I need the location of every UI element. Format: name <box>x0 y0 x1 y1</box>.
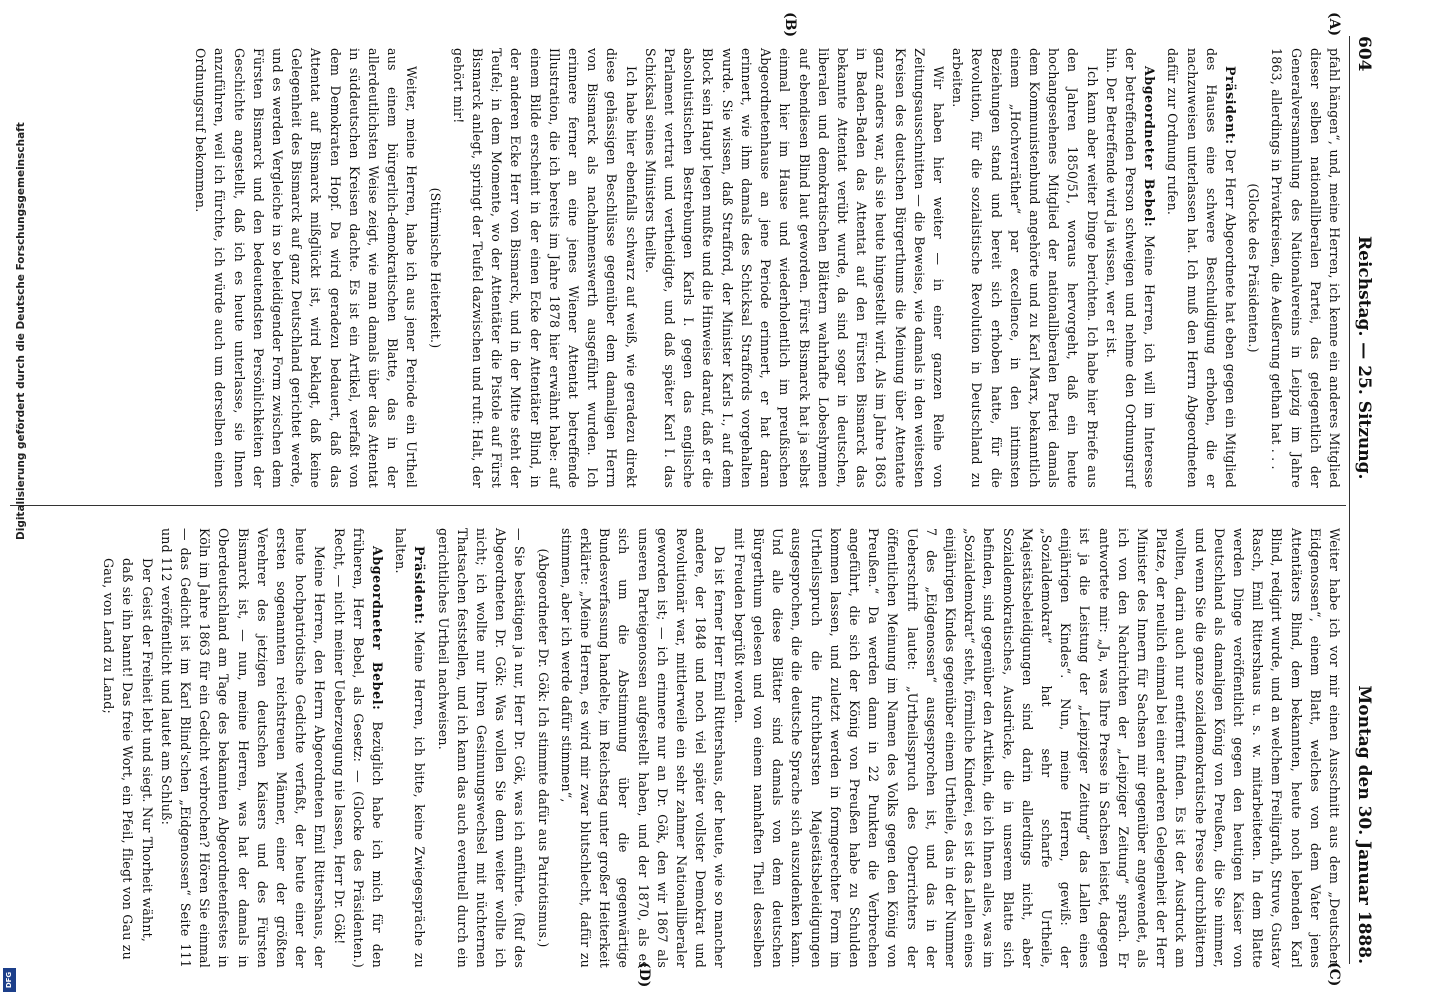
paragraph-text: Meine Herren, ich will im Interesse der betreffenden Person schweigen und nehme den Ordnungsruf hin. Der Betreffende wird ja wissen, wer er ist. <box>1103 48 1158 488</box>
speaker-name: Abgeordneter Bebel: <box>370 546 386 711</box>
paragraph <box>1267 48 1344 488</box>
paragraph <box>533 528 552 968</box>
paragraph <box>99 528 157 968</box>
speaker-name: Präsident: <box>412 546 428 625</box>
page-number: 604 <box>1354 36 1374 72</box>
dfg-logo <box>3 968 16 992</box>
header-rule <box>1349 36 1350 964</box>
speaker-name: Präsident: <box>1222 66 1238 145</box>
paragraph <box>433 528 529 968</box>
dfg-logo-text: DFG <box>5 971 14 989</box>
margin-letter-c: (C) <box>1326 962 1342 987</box>
right-text-column <box>99 528 1344 968</box>
header-date: Montag den 30. Januar 1888. <box>1354 685 1374 964</box>
paragraph-text: Ich habe hier ebenfalls schwarz auf weiß, wie geradezu direkt diese gehässigen Beschlüsse gegenüber dem damaligen Herrn von Bismarck als nachahmenswerth ausgeführt wurden. Ich erinnere ferner an eine jenes Wiener Attentat betreffende Illustration, die ich bereits im Jahre 1878 hier erwähnt habe: auf einem Bilde erscheint in der einen Ecke der Attentäter Blind, in der anderen Ecke Herr von Bismarck, und in der Mitte steht der Teufel; in dem Momente, wo der Attentäter die Pistole auf Fürst Bismarck anlegt, springt der Teufel dazwischen und ruft: Halt, der gehört mir! <box>450 48 639 488</box>
paragraph-text: — Sie bestätigen ja nur, Herr Dr. Gök, was ich anführte. (Ruf des Abgeordneten Dr. Gök: Was wollen Sie denn weiter wollte ich nicht; ich wollte nur Ihren Gesinnungswechsel mit nüchternen Thatsachen feststellen, und ich kann das auch eventuell durch ein gerichtliches Urtheil nachweisen. <box>435 528 528 968</box>
speaker-name: Abgeordneter Bebel: <box>1142 66 1158 228</box>
paragraph <box>191 48 421 488</box>
margin-letter-b: (B) <box>782 12 798 38</box>
paragraph-text: Meine Herren, ich bitte, keine Zwiegespräche zu halten. <box>393 528 428 968</box>
paragraph-text: Der Herr Abgeordnete hat eben gegen ein Mitglied des Hauses eine schwere Beschuldigung erhoben, die er nachzuweisen unterlassen hat. Ich muß den Herrn Abgeordneten dafür zur Ordnung rufen. <box>1165 48 1238 488</box>
paragraph <box>1102 48 1160 488</box>
paragraph <box>1244 48 1263 488</box>
paragraph-text: Meine Herren, den Herrn Abgeordneten Emil Rittershaus, der heute hochpatriotische Gedichte verfaßt, der heute einer der ersten sogenannten reichstreuen Männer, einer der größten Verehrer des jetzigen deutschen Kaisers und des Fürsten Bismarck ist, — nun, meine Herren, was hat der damals in Oberdeutschland am Tage des bekannten Abgeordnetenfestes in Köln im Jahre 1863 für ein Gedicht verbrochen? Hören Sie einmal — das Gedicht ist im Karl Blind'schen „Eidgenossen“ Seite 111 und 112 veröffentlicht und lautet am Schluß: <box>158 528 328 968</box>
header-session: Reichstag. — 25. Sitzung. <box>1354 236 1374 480</box>
paragraph-text: Weiter habe ich vor mir einen Ausschnitt aus dem „Deutschen Eidgenossen“, einem Blatt, welches von dem Vater jenes Attentäters Blind, dem bekannten, heute noch lebenden Karl Blind, redigirt wurde, und an welchem Freiligrath, Struve, Gustav Rasch, Emil Rittershaus u. s. w. mitarbeiteten. In dem Blatte werden Dinge veröffentlicht gegen den heutigen Kaiser von Deutschland als damaligen König von Preußen, die Sie nimmer, und wenn Sie die ganze sozialdemokratische Presse durchblättern wollten, darin auch nur entfernt finden. Es ist der Ausdruck am Platze, der neulich einmal bei einer anderen Gelegenheit der Herr Minister des Innern für Sachsen mir gegenüber angewendet, als ich von den Nachrichten der „Leipziger Zeitung“ sprach. Er antwortete mir: „Ja, was Ihre Presse in Sachsen leistet, dagegen ist ja die Leistung der „Leipziger Zeitung“ das Lallen eines einjährigen Kindes“. Nun, meine Herren, gewiß: der „Sozialdemokrat“ hat sehr scharfe Urtheile, Majestätsbeleidigungen sind darin allerdings nicht, aber Sozialdemokratisches, Ausdrücke, die in unserem Blatte sich befinden, sind gegenüber den Artikeln, die ich Ihnen alles, was im „Sozialdemokrat“ steht, förmliche Kinderei, es ist das Lallen eines einjährigen Kindes gegenüber einem Urtheile, das in der Nummer 7 des „Eidgenossen“ ausgesprochen ist, und das in der Ueberschrift lautet: „Urtheilsspruch des Oberrichters der öffentlichen Meinung im Namen des Volks gegen den König von Preußen.“ Da werden dann in 22 Punkten die Verbrechen angeführt, die sich der König von Preußen habe zu Schulden kommen lassen, und zuletzt werden in formgerechter Form im Urtheilsspruch die furchtbarsten Majestätsbeleidigungen ausgesprochen, die die deutsche Sprache sich auszudenken kann. Und alle diese Blätter sind damals von dem deutschen Bürgerthum gelesen und von einem namhaften Theil desselben mit Freuden begrüßt worden. <box>731 528 1342 968</box>
margin-letter-a: (A) <box>1326 12 1342 37</box>
paragraph-text: Weiter, meine Herren, habe ich aus jener Periode ein Urtheil aus einem bürgerlich-demokratischen Blatte, das in der allerdeutlichsten Weise zeigt, wie man damals über das Attentat in süddeutschen Kreisen dachte. Es ist ein Artikel, verfaßt von dem Demokraten Hopf. Da wird geradezu bedauert, daß das Attentat auf Bismarck mißglückt ist, wird beklagt, daß keine Gelegenheit des Bismarck auf ganz Deutschland gerichtet werde, und es werden Vergleiche in so beleidigender Form zwischen dem Fürsten Bismarck und den bedeutendsten Persönlichkeiten der Geschichte angestellt, daß ich es heute unterlasse, sie Ihnen anzuführen, weil ich fürchte, ich würde auch um derselben einen Ordnungsruf bekommen. <box>193 48 420 488</box>
paragraph <box>730 528 1345 968</box>
paragraph <box>157 528 330 968</box>
paragraph-text: Wir haben hier weiter — in einer ganzen Reihe von Zeitungsausschnitten — die Beweise, wie damals in den weitesten Kreisen des deutschen Bürgerthums die Meinung über Attentate ganz anders war, als sie heute hingestellt wird. Als im Jahre 1863 in Baden-Baden das Attentat auf den Fürsten Bismarck das bekannte Attentat verübt wurde, da sind sogar in deutschen, liberalen und demokratischen Blättern wahrhafte Lobeshymnen auf ebendiesen Blind laut geworden. Fürst Bismarck hat ja selbst einmal hier im Hause und wiederholentlich im preußischen Abgeordnetenhause an jene Periode erinnert, er hat daran erinnert, wie ihm damals des Schicksal Straffords vorgehalten wurde. Sie wissen, daß Strafford, der Minister Karls I., auf dem Block sein Haupt legen mußte und die Hinweise darauf, daß er die absolutistischen Bestrebungen Karls I. gegen das englische Parlament vertrat und vertheidigte, und daß später Karl I. das Schicksal seines Ministers theilte. <box>642 48 946 488</box>
paragraph <box>557 528 730 968</box>
footer-credit-text: Digitalisierung gefördert durch die Deutsche Forschungsgemeinschaft <box>15 122 27 540</box>
page-header <box>1350 36 1384 964</box>
paragraph-text: Ich kann aber weiter Dinge berichten. Ich habe hier Briefe aus den Jahren 1850/51, woraus hervorgeht, daß ein heute hochangesehenes Mitglied der nationalliberalen Partei damals dem Kommunistenbund angehörte und zu Karl Marx, bekanntlich einem „Hochverräther“ par excellence, in den intimsten Beziehungen stand und bereit sich erhoben hatte, für die Revolution, für die sozialistische Revolution in Deutschland zu arbeiten. <box>950 48 1100 488</box>
paragraph-text: pfahl hängen“, und, meine Herren, ich kenne ein anderes Mitglied dieser selben nationalliberalen Partei, das gelegentlich der Generalversammlung des Nationalvereins in Leipzig im Jahre 1863, allerdings in Privatkreisen, die Aeußerung gethan hat . . . <box>1269 48 1342 488</box>
digitization-footer <box>0 0 27 1000</box>
paragraph-text: (Glocke des Präsidenten.) <box>1246 183 1262 353</box>
paragraph-text: (Stürmische Heiterkeit.) <box>427 187 443 349</box>
paragraph <box>425 48 444 488</box>
paragraph <box>948 48 1102 488</box>
paragraph-text: Da ist ferner Herr Emil Rittershaus, der heute, wie so mancher andere, der 1848 und noch viel später vollster Demokrat und Revolutionär war, mittlerweile ein sehr zahmer Nationalliberaler geworden ist; — ich erinnere nur an Dr. Gök, den wir 1867 als unseren Parteigenossen aufgestellt haben, und der 1870, als es sich um die Abstimmung über die gegenwärtige Bundesverfassung handelte, im Reichstag unter großer Heiterkeit erklärte: „Meine Herren, es wird mir zwar blutschlecht, dafür zu stimmen, aber ich werde dafür stimmen“, <box>558 528 728 968</box>
margin-letter-d: (D) <box>636 962 652 988</box>
left-text-column <box>191 48 1344 488</box>
paragraph-text: (Abgeordneter Dr. Gök: Ich stimmte dafür aus Patriotismus.) <box>535 548 551 948</box>
paragraph <box>329 528 387 968</box>
paragraph <box>1163 48 1240 488</box>
paragraph <box>641 48 948 488</box>
paragraph-text: Bezüglich habe ich mich für den früheren, Herr Bebel, als Gesetz: — (Glocke des Präsidenten.) Recht, — nicht meiner Ueberzeugung nie lassen, Herr Dr. Gök! <box>331 528 386 968</box>
paragraph <box>449 48 641 488</box>
column-separator <box>10 505 1346 506</box>
paragraph-text: Der Geist der Freiheit lebt und siegt. Nur Thorheit wähnt, daß sie ihn bannt! Das freie Wort, ein Pfeil, fliegt von Gau zu Gau, von Land zu Land; <box>101 558 155 960</box>
paragraph <box>391 528 429 968</box>
